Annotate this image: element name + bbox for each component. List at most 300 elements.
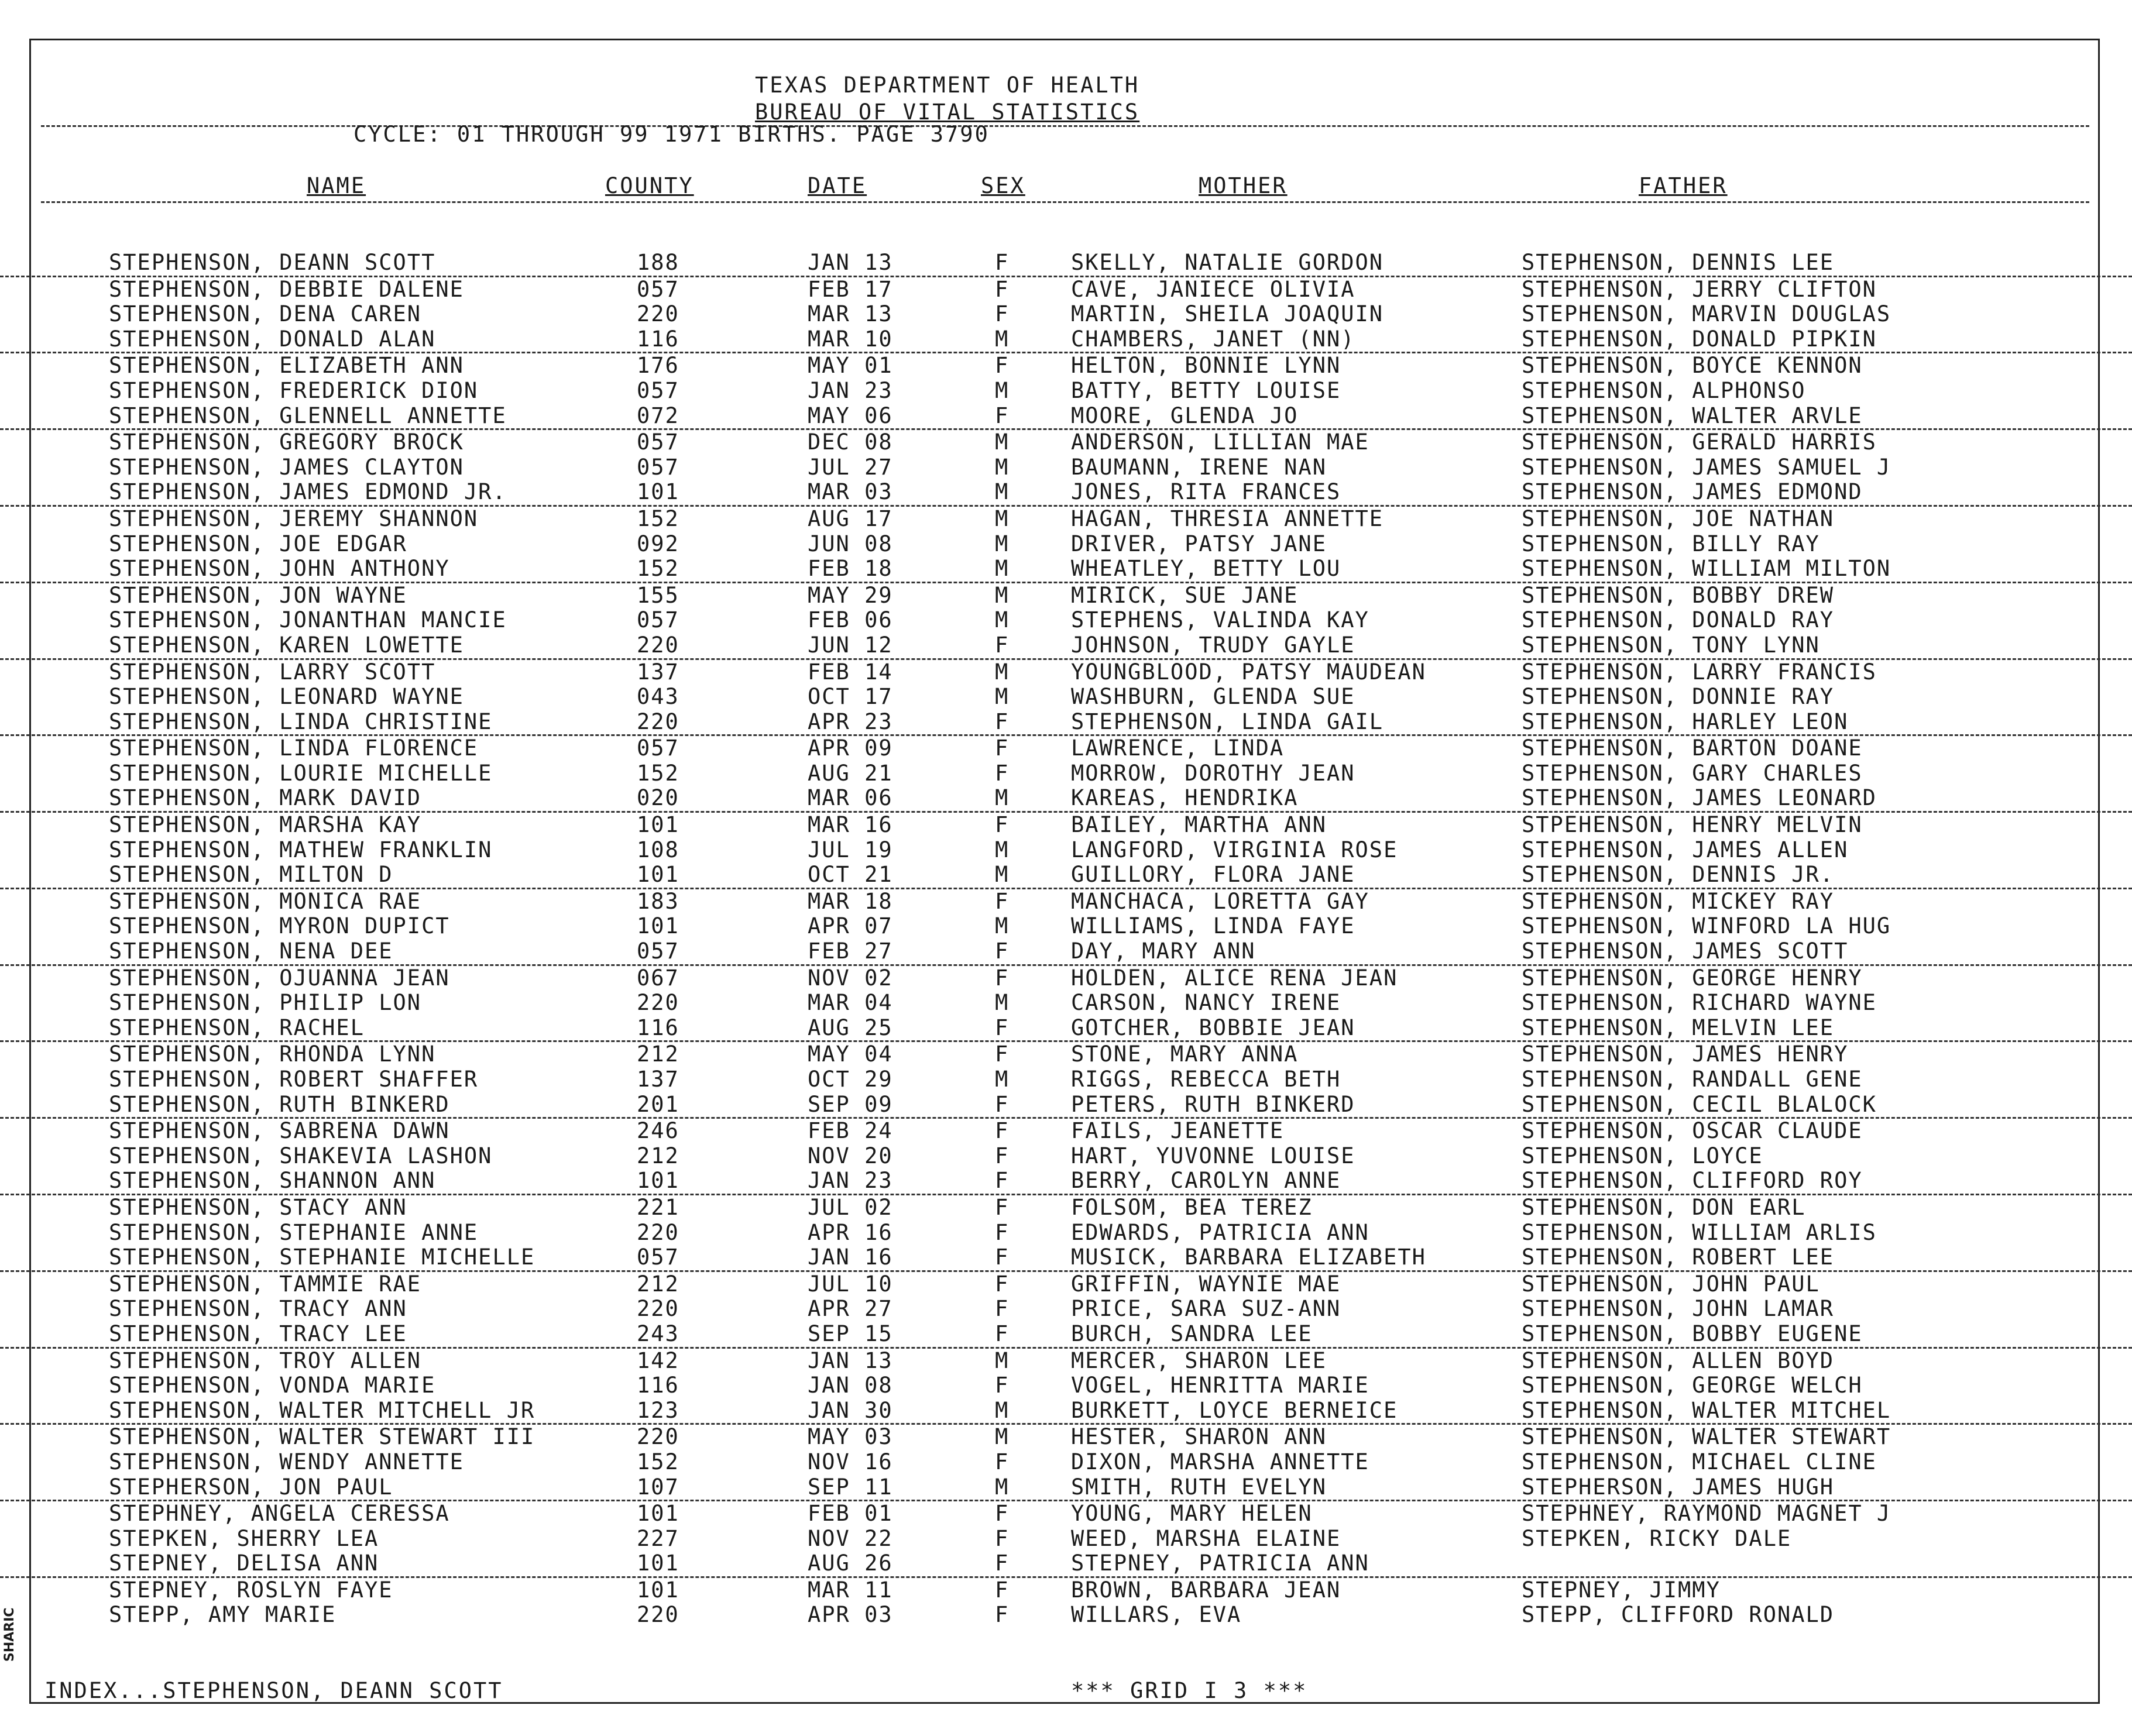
cell-mother: JOHNSON, TRUDY GAYLE (1071, 632, 1355, 658)
cell-sex: F (995, 735, 1010, 761)
cell-name: STEPHENSON, TAMMIE RAE (109, 1271, 422, 1297)
cell-mother: YOUNGBLOOD, PATSY MAUDEAN (1071, 659, 1426, 685)
col-header-sex: SEX (981, 173, 1025, 198)
cell-county: 057 (637, 1245, 679, 1270)
cell-date: AUG 25 (808, 1015, 893, 1040)
cell-date: NOV 22 (808, 1525, 893, 1551)
cell-sex: M (995, 377, 1010, 403)
cell-date: JAN 23 (808, 1168, 893, 1194)
cell-county: 246 (637, 1118, 679, 1144)
cell-mother: HART, YUVONNE LOUISE (1071, 1143, 1355, 1168)
cell-county: 092 (637, 531, 679, 556)
cell-father: STEPHENSON, WALTER MITCHEL (1522, 1397, 1891, 1423)
cell-father: STEPHENSON, WILLIAM ARLIS (1522, 1219, 1877, 1245)
cell-date: MAY 04 (808, 1041, 893, 1067)
cell-father: STEPHENSON, RICHARD WAYNE (1522, 990, 1877, 1016)
cell-mother: WHEATLEY, BETTY LOU (1071, 556, 1341, 582)
cell-sex: F (995, 1271, 1010, 1297)
cell-county: 057 (637, 377, 679, 403)
cell-sex: F (995, 1143, 1010, 1168)
cell-father: STEPHENSON, MICKEY RAY (1522, 888, 1835, 914)
cell-county: 116 (637, 1015, 679, 1040)
table-row (0, 710, 2132, 737)
cell-mother: ANDERSON, LILLIAN MAE (1071, 429, 1369, 455)
cell-sex: F (995, 1041, 1010, 1067)
cell-name: STEPHERSON, JON PAUL (109, 1474, 393, 1500)
cell-father: STEPHENSON, ROBERT LEE (1522, 1245, 1835, 1270)
table-row (0, 1042, 2132, 1067)
cell-date: JAN 16 (808, 1245, 893, 1270)
cell-mother: PRICE, SARA SUZ-ANN (1071, 1296, 1341, 1322)
cell-father: STEPHENSON, DON EARL (1522, 1194, 1806, 1220)
cell-county: 152 (637, 760, 679, 786)
grid-footer: *** GRID I 3 *** (1071, 1678, 1308, 1703)
cell-name: STEPHENSON, GLENNELL ANNETTE (109, 403, 507, 428)
cell-mother: BAUMANN, IRENE NAN (1071, 454, 1327, 480)
cell-sex: F (995, 1118, 1010, 1144)
table-row (0, 480, 2132, 507)
cell-father: STEPHENSON, JAMES SAMUEL J (1522, 454, 1891, 480)
cell-father: STEPHENSON, DONALD PIPKIN (1522, 326, 1877, 352)
cell-mother: SMITH, RUTH EVELYN (1071, 1474, 1327, 1500)
cell-father: STEPHENSON, LOYCE (1522, 1143, 1763, 1168)
cell-father: STEPHNEY, RAYMOND MAGNET J (1522, 1501, 1891, 1527)
cell-county: 108 (637, 837, 679, 862)
cell-sex: F (995, 276, 1010, 302)
cell-date: FEB 14 (808, 659, 893, 685)
cell-name: STEPHENSON, WALTER MITCHELL JR (109, 1397, 535, 1423)
cell-name: STEPHENSON, SABRENA DAWN (109, 1118, 450, 1144)
cell-county: 057 (637, 939, 679, 964)
cell-mother: WEED, MARSHA ELAINE (1071, 1525, 1341, 1551)
cell-mother: FOLSOM, BEA TEREZ (1071, 1194, 1313, 1220)
cell-mother: CAVE, JANIECE OLIVIA (1071, 276, 1355, 302)
cell-father: STEPHENSON, OSCAR CLAUDE (1522, 1118, 1863, 1144)
cell-mother: MOORE, GLENDA JO (1071, 403, 1299, 428)
cell-date: FEB 17 (808, 276, 893, 302)
cell-name: STEPHENSON, JAMES EDMOND JR. (109, 479, 507, 505)
table-row (0, 633, 2132, 660)
cell-county: 220 (637, 1296, 679, 1322)
cell-mother: GRIFFIN, WAYNIE MAE (1071, 1271, 1341, 1297)
cell-name: STEPP, AMY MARIE (109, 1602, 337, 1628)
cell-name: STEPHENSON, OJUANNA JEAN (109, 965, 450, 991)
table-row (0, 1221, 2132, 1246)
table-row (0, 1168, 2132, 1195)
cell-father: STEPHERSON, JAMES HUGH (1522, 1474, 1835, 1500)
cell-sex: M (995, 1397, 1010, 1423)
cell-father: STEPHENSON, ALLEN BOYD (1522, 1347, 1835, 1373)
cell-date: NOV 20 (808, 1143, 893, 1168)
header-rule (41, 125, 2089, 127)
cell-county: 101 (637, 862, 679, 888)
cell-county: 057 (637, 454, 679, 480)
cell-mother: DRIVER, PATSY JANE (1071, 531, 1327, 556)
cell-name: STEPHENSON, TRACY LEE (109, 1321, 407, 1346)
table-row (0, 1272, 2132, 1297)
cell-mother: JONES, RITA FRANCES (1071, 479, 1341, 505)
cell-date: NOV 16 (808, 1449, 893, 1474)
cell-sex: F (995, 1577, 1010, 1603)
cell-mother: MERCER, SHARON LEE (1071, 1347, 1327, 1373)
cell-county: 116 (637, 1373, 679, 1398)
cell-sex: F (995, 403, 1010, 428)
cell-name: STEPNEY, DELISA ANN (109, 1551, 379, 1576)
cell-name: STEPHENSON, JEREMY SHANNON (109, 506, 479, 531)
table-row (0, 889, 2132, 915)
cell-date: MAR 04 (808, 990, 893, 1016)
cell-county: 221 (637, 1194, 679, 1220)
table-row (0, 302, 2132, 327)
cell-date: APR 07 (808, 913, 893, 939)
bureau-title: BUREAU OF VITAL STATISTICS (755, 99, 1140, 125)
cell-county: 101 (637, 913, 679, 939)
table-row (0, 1501, 2132, 1527)
cell-county: 176 (637, 353, 679, 379)
cell-date: JAN 08 (808, 1373, 893, 1398)
cell-date: MAY 03 (808, 1424, 893, 1450)
cell-sex: M (995, 326, 1010, 352)
cell-date: FEB 01 (808, 1501, 893, 1527)
table-row (0, 1373, 2132, 1398)
cell-father: STEPHENSON, GEORGE HENRY (1522, 965, 1863, 991)
cell-father: STEPNEY, JIMMY (1522, 1577, 1721, 1603)
cell-name: STEPHENSON, MARSHA KAY (109, 812, 422, 838)
cell-county: 220 (637, 1219, 679, 1245)
cell-county: 020 (637, 785, 679, 811)
cell-mother: BAILEY, MARTHA ANN (1071, 812, 1327, 838)
cell-date: AUG 26 (808, 1551, 893, 1576)
cell-date: JAN 13 (808, 250, 893, 275)
cell-mother: GOTCHER, BOBBIE JEAN (1071, 1015, 1355, 1040)
table-row (0, 1119, 2132, 1144)
cell-date: APR 03 (808, 1602, 893, 1628)
cell-name: STEPHENSON, ROBERT SHAFFER (109, 1067, 479, 1092)
cell-sex: F (995, 301, 1010, 327)
cell-father: STEPHENSON, RANDALL GENE (1522, 1067, 1863, 1092)
cell-father: STEPHENSON, BOBBY EUGENE (1522, 1321, 1863, 1346)
cell-date: APR 09 (808, 735, 893, 761)
cell-name: STEPHENSON, JAMES CLAYTON (109, 454, 464, 480)
records-list (0, 250, 2132, 1628)
cell-date: JUL 27 (808, 454, 893, 480)
table-row (0, 1551, 2132, 1578)
cell-date: AUG 21 (808, 760, 893, 786)
cell-date: JUL 19 (808, 837, 893, 862)
cell-date: MAR 03 (808, 479, 893, 505)
cell-mother: MANCHACA, LORETTA GAY (1071, 888, 1369, 914)
cell-county: 212 (637, 1041, 679, 1067)
cell-county: 212 (637, 1143, 679, 1168)
cell-date: MAR 06 (808, 785, 893, 811)
cell-father: STEPHENSON, DONNIE RAY (1522, 684, 1835, 710)
table-row (0, 327, 2132, 354)
cell-name: STEPHENSON, MATHEW FRANKLIN (109, 837, 493, 862)
cell-county: 201 (637, 1091, 679, 1117)
cell-date: MAR 18 (808, 888, 893, 914)
cell-father: STEPHENSON, GERALD HARRIS (1522, 429, 1877, 455)
table-row (0, 1578, 2132, 1603)
cell-father: STEPHENSON, JAMES EDMOND (1522, 479, 1863, 505)
cell-name: STEPKEN, SHERRY LEA (109, 1525, 379, 1551)
cell-mother: WASHBURN, GLENDA SUE (1071, 684, 1355, 710)
cell-county: 137 (637, 659, 679, 685)
cell-father: STEPHENSON, MELVIN LEE (1522, 1015, 1835, 1040)
cell-county: 101 (637, 812, 679, 838)
cell-mother: HESTER, SHARON ANN (1071, 1424, 1327, 1450)
cell-name: STEPHENSON, DENA CAREN (109, 301, 422, 327)
cell-name: STEPHENSON, RHONDA LYNN (109, 1041, 436, 1067)
cell-county: 212 (637, 1271, 679, 1297)
cell-mother: BURCH, SANDRA LEE (1071, 1321, 1313, 1346)
cell-father: STEPP, CLIFFORD RONALD (1522, 1602, 1835, 1628)
cell-date: MAR 16 (808, 812, 893, 838)
table-row (0, 1322, 2132, 1349)
cell-sex: M (995, 582, 1010, 608)
cell-father: STEPHENSON, MICHAEL CLINE (1522, 1449, 1877, 1474)
cell-sex: M (995, 913, 1010, 939)
cell-county: 057 (637, 429, 679, 455)
department-title: TEXAS DEPARTMENT OF HEALTH (755, 73, 1140, 98)
cell-sex: M (995, 659, 1010, 685)
cell-mother: STEPHENS, VALINDA KAY (1071, 607, 1369, 633)
cell-mother: BURKETT, LOYCE BERNEICE (1071, 1397, 1398, 1423)
table-row (0, 1603, 2132, 1628)
cell-sex: F (995, 888, 1010, 914)
cell-name: STEPHENSON, GREGORY BROCK (109, 429, 464, 455)
cell-sex: M (995, 990, 1010, 1016)
cell-name: STEPHENSON, TRACY ANN (109, 1296, 407, 1322)
cell-mother: HELTON, BONNIE LYNN (1071, 353, 1341, 379)
cell-county: 220 (637, 301, 679, 327)
cell-father: STEPHENSON, BARTON DOANE (1522, 735, 1863, 761)
cell-sex: F (995, 1219, 1010, 1245)
cell-sex: F (995, 250, 1010, 275)
cell-name: STEPHENSON, RUTH BINKERD (109, 1091, 450, 1117)
cell-name: STEPHENSON, VONDA MARIE (109, 1373, 436, 1398)
cell-name: STEPHENSON, NENA DEE (109, 939, 393, 964)
cell-mother: STONE, MARY ANNA (1071, 1041, 1299, 1067)
cell-sex: M (995, 1347, 1010, 1373)
cell-sex: M (995, 454, 1010, 480)
cell-county: 188 (637, 250, 679, 275)
cell-sex: M (995, 684, 1010, 710)
table-row (0, 1398, 2132, 1425)
column-header-rule (41, 201, 2089, 203)
cell-date: AUG 17 (808, 506, 893, 531)
cell-county: 220 (637, 990, 679, 1016)
cell-name: STEPHENSON, ELIZABETH ANN (109, 353, 464, 379)
index-footer: INDEX...STEPHENSON, DEANN SCOTT (44, 1678, 503, 1703)
cell-county: 137 (637, 1067, 679, 1092)
cell-father: STEPHENSON, TONY LYNN (1522, 632, 1820, 658)
cell-father: STEPHENSON, JOHN LAMAR (1522, 1296, 1835, 1322)
cell-date: JAN 23 (808, 377, 893, 403)
cell-date: JUL 02 (808, 1194, 893, 1220)
cell-county: 183 (637, 888, 679, 914)
cell-father: STEPHENSON, LARRY FRANCIS (1522, 659, 1877, 685)
cell-sex: F (995, 1373, 1010, 1398)
cell-county: 227 (637, 1525, 679, 1551)
cell-date: FEB 27 (808, 939, 893, 964)
cell-date: OCT 29 (808, 1067, 893, 1092)
cell-mother: KAREAS, HENDRIKA (1071, 785, 1299, 811)
cell-sex: F (995, 1245, 1010, 1270)
cell-county: 101 (637, 1168, 679, 1194)
cell-sex: F (995, 1321, 1010, 1346)
table-row (0, 761, 2132, 786)
cell-county: 220 (637, 709, 679, 734)
cell-mother: LAWRENCE, LINDA (1071, 735, 1285, 761)
cell-sex: M (995, 531, 1010, 556)
cell-name: STEPHENSON, JOHN ANTHONY (109, 556, 450, 582)
cell-father: STEPHENSON, JERRY CLIFTON (1522, 276, 1877, 302)
cell-sex: M (995, 1474, 1010, 1500)
table-row (0, 379, 2132, 404)
cell-date: APR 23 (808, 709, 893, 734)
table-row (0, 660, 2132, 685)
cell-mother: SKELLY, NATALIE GORDON (1071, 250, 1384, 275)
cell-mother: HOLDEN, ALICE RENA JEAN (1071, 965, 1398, 991)
cell-mother: CHAMBERS, JANET (NN) (1071, 326, 1355, 352)
table-row (0, 1092, 2132, 1119)
cell-mother: BROWN, BARBARA JEAN (1071, 1577, 1341, 1603)
cell-date: JUL 10 (808, 1271, 893, 1297)
cell-date: APR 16 (808, 1219, 893, 1245)
cell-sex: F (995, 760, 1010, 786)
cell-name: STEPHNEY, ANGELA CERESSA (109, 1501, 450, 1527)
cell-date: MAY 06 (808, 403, 893, 428)
cell-mother: CARSON, NANCY IRENE (1071, 990, 1341, 1016)
table-row (0, 914, 2132, 939)
cell-date: MAY 01 (808, 353, 893, 379)
cell-sex: F (995, 632, 1010, 658)
cell-mother: YOUNG, MARY HELEN (1071, 1501, 1313, 1527)
cell-date: FEB 24 (808, 1118, 893, 1144)
table-row (0, 1425, 2132, 1450)
table-row (0, 1297, 2132, 1322)
cell-father: STEPHENSON, WILLIAM MILTON (1522, 556, 1891, 582)
table-row (0, 1527, 2132, 1552)
cell-father: STEPHENSON, JOHN PAUL (1522, 1271, 1820, 1297)
cell-sex: F (995, 1551, 1010, 1576)
cell-sex: M (995, 1424, 1010, 1450)
cell-name: STEPHENSON, MILTON D (109, 862, 393, 888)
cell-father: STEPHENSON, MARVIN DOUGLAS (1522, 301, 1891, 327)
cell-county: 057 (637, 607, 679, 633)
col-header-county: COUNTY (605, 173, 694, 198)
cell-father: STEPHENSON, ALPHONSO (1522, 377, 1806, 403)
cell-mother: DAY, MARY ANN (1071, 939, 1256, 964)
col-header-date: DATE (808, 173, 867, 198)
cell-mother: RIGGS, REBECCA BETH (1071, 1067, 1341, 1092)
table-row (0, 1349, 2132, 1374)
cell-county: 043 (637, 684, 679, 710)
cell-mother: BATTY, BETTY LOUISE (1071, 377, 1341, 403)
table-row (0, 1245, 2132, 1272)
cell-mother: MIRICK, SUE JANE (1071, 582, 1299, 608)
cell-county: 072 (637, 403, 679, 428)
table-row (0, 556, 2132, 583)
cell-sex: M (995, 607, 1010, 633)
cell-county: 142 (637, 1347, 679, 1373)
cell-father: STEPHENSON, BOYCE KENNON (1522, 353, 1863, 379)
cell-father: STEPHENSON, BOBBY DREW (1522, 582, 1835, 608)
cell-sex: M (995, 837, 1010, 862)
cell-mother: LANGFORD, VIRGINIA ROSE (1071, 837, 1398, 862)
cell-name: STEPHENSON, STEPHANIE ANNE (109, 1219, 479, 1245)
cell-county: 152 (637, 556, 679, 582)
table-row (0, 736, 2132, 761)
cell-name: STEPHENSON, MONICA RAE (109, 888, 422, 914)
cell-sex: F (995, 939, 1010, 964)
side-label: SHARIC (2, 1607, 17, 1662)
cell-mother: GUILLORY, FLORA JANE (1071, 862, 1355, 888)
table-row (0, 277, 2132, 302)
cell-name: STEPHENSON, WENDY ANNETTE (109, 1449, 464, 1474)
cell-father: STEPHENSON, WALTER ARVLE (1522, 403, 1863, 428)
cell-mother: DIXON, MARSHA ANNETTE (1071, 1449, 1369, 1474)
cell-date: JAN 30 (808, 1397, 893, 1423)
col-header-mother: MOTHER (1199, 173, 1288, 198)
table-row (0, 404, 2132, 431)
cell-sex: F (995, 1296, 1010, 1322)
cell-date: SEP 11 (808, 1474, 893, 1500)
cell-sex: M (995, 862, 1010, 888)
cell-name: STEPHENSON, FREDERICK DION (109, 377, 479, 403)
table-row (0, 430, 2132, 455)
cell-sex: F (995, 812, 1010, 838)
table-row (0, 1016, 2132, 1043)
cell-county: 057 (637, 735, 679, 761)
cell-mother: BERRY, CAROLYN ANNE (1071, 1168, 1341, 1194)
cell-father: STEPHENSON, JAMES ALLEN (1522, 837, 1849, 862)
cell-father: STEPHENSON, BILLY RAY (1522, 531, 1820, 556)
cell-sex: M (995, 556, 1010, 582)
cell-sex: F (995, 1602, 1010, 1628)
cell-date: DEC 08 (808, 429, 893, 455)
cell-father: STEPHENSON, CECIL BLALOCK (1522, 1091, 1877, 1117)
cell-name: STEPHENSON, SHAKEVIA LASHON (109, 1143, 493, 1168)
cell-county: 101 (637, 479, 679, 505)
cell-mother: HAGAN, THRESIA ANNETTE (1071, 506, 1384, 531)
cell-county: 101 (637, 1501, 679, 1527)
table-row (0, 838, 2132, 863)
cell-sex: F (995, 1449, 1010, 1474)
cell-name: STEPHENSON, KAREN LOWETTE (109, 632, 464, 658)
cell-father: STEPHENSON, JAMES HENRY (1522, 1041, 1849, 1067)
table-row (0, 685, 2132, 710)
cell-father: STEPHENSON, JAMES SCOTT (1522, 939, 1849, 964)
cell-name: STEPHENSON, DEANN SCOTT (109, 250, 436, 275)
cell-date: JAN 13 (808, 1347, 893, 1373)
cell-date: APR 27 (808, 1296, 893, 1322)
cell-father: STPEHENSON, HENRY MELVIN (1522, 812, 1863, 838)
cell-county: 220 (637, 1424, 679, 1450)
cell-sex: M (995, 479, 1010, 505)
table-row (0, 813, 2132, 838)
cell-mother: MORROW, DOROTHY JEAN (1071, 760, 1355, 786)
cell-name: STEPHENSON, STACY ANN (109, 1194, 407, 1220)
cell-mother: WILLARS, EVA (1071, 1602, 1242, 1628)
cell-name: STEPHENSON, LEONARD WAYNE (109, 684, 464, 710)
cell-name: STEPHENSON, LINDA CHRISTINE (109, 709, 493, 734)
cell-county: 155 (637, 582, 679, 608)
cell-name: STEPHENSON, PHILIP LON (109, 990, 422, 1016)
cell-name: STEPHENSON, TROY ALLEN (109, 1347, 422, 1373)
col-header-father: FATHER (1639, 173, 1728, 198)
cell-sex: M (995, 506, 1010, 531)
